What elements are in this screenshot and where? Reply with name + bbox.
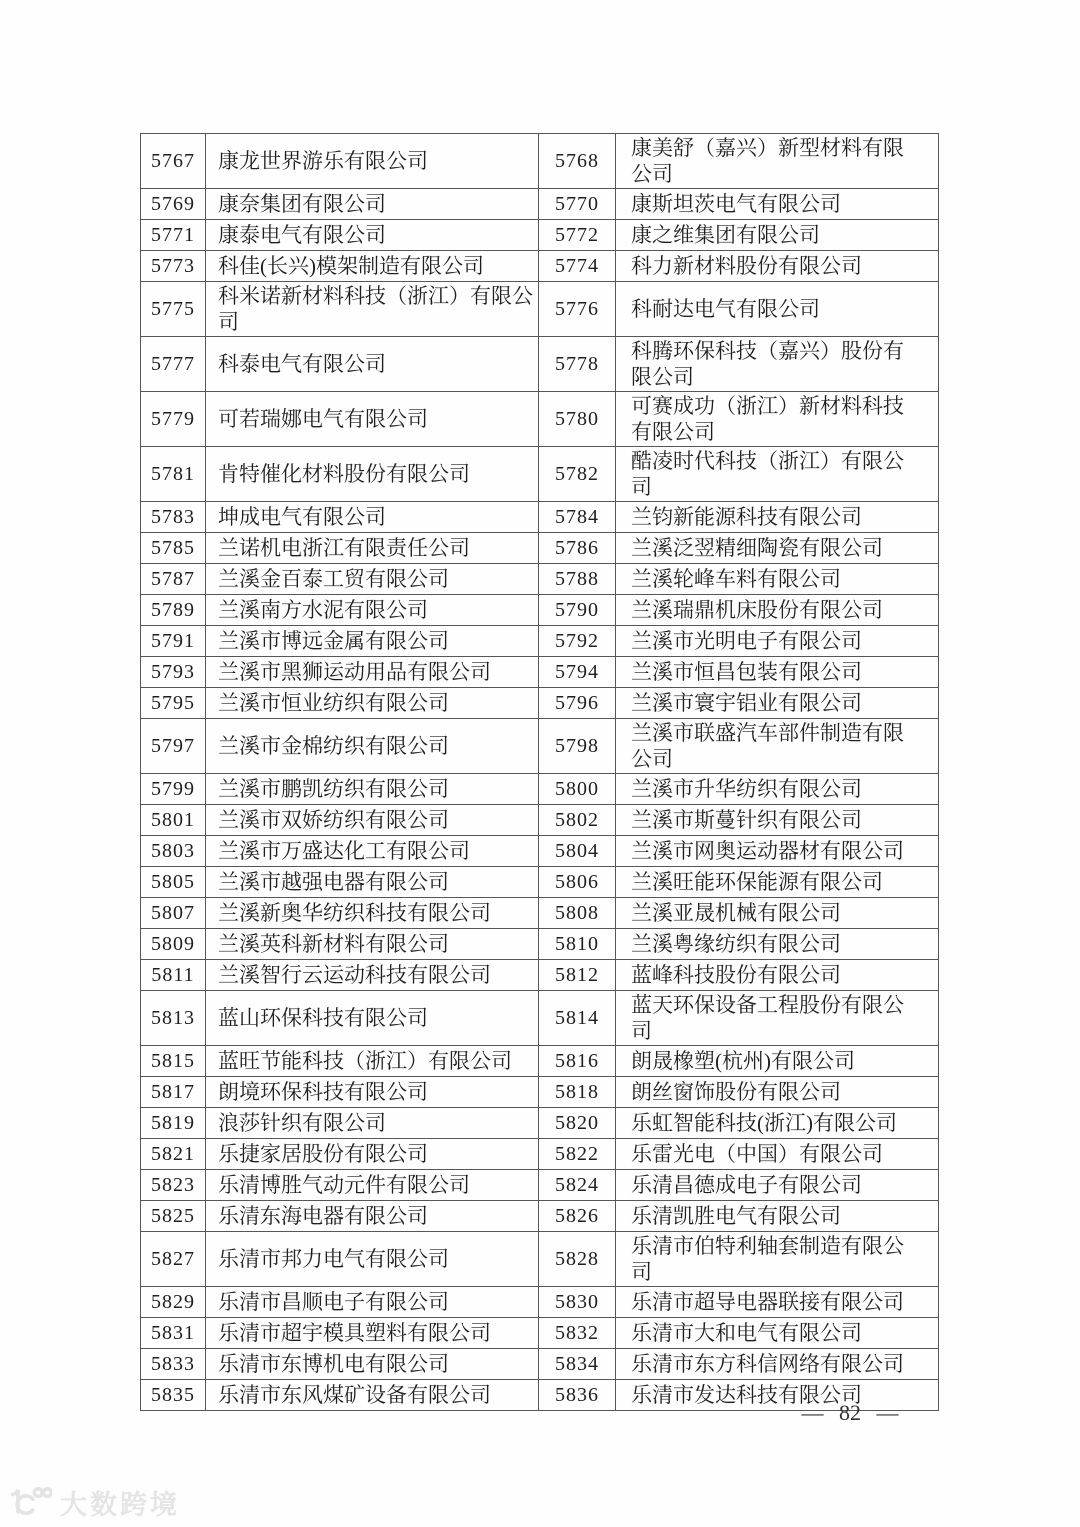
company-name-cell: 兰溪市恒业纺织有限公司 — [206, 688, 539, 719]
table-row — [141, 1287, 939, 1318]
serial-number-cell: 5830 — [539, 1287, 616, 1318]
serial-number-cell: 5784 — [539, 502, 616, 533]
page-number: — 82 — — [801, 1400, 899, 1425]
company-name-cell: 兰溪南方水泥有限公司 — [206, 595, 539, 626]
serial-number-cell: 5773 — [141, 251, 206, 282]
company-name-cell: 兰溪市博远金属有限公司 — [206, 626, 539, 657]
company-name-cell: 蓝旺节能科技（浙江）有限公司 — [206, 1046, 539, 1077]
serial-number-cell: 5827 — [141, 1232, 206, 1287]
company-name-cell: 康奈集团有限公司 — [206, 189, 539, 220]
company-name-cell: 可赛成功（浙江）新材料科技有限公司 — [616, 392, 939, 447]
serial-number-cell: 5788 — [539, 564, 616, 595]
company-name-cell: 兰溪市越强电器有限公司 — [206, 867, 539, 898]
company-name-cell: 乐清市发达科技有限公司 — [616, 1380, 939, 1411]
table-row — [141, 1077, 939, 1108]
serial-number-cell: 5801 — [141, 805, 206, 836]
company-name-cell: 兰溪市寰宇铝业有限公司 — [616, 688, 939, 719]
serial-number-cell: 5828 — [539, 1232, 616, 1287]
table-row — [141, 929, 939, 960]
serial-number-cell: 5817 — [141, 1077, 206, 1108]
company-name-cell: 科力新材料股份有限公司 — [616, 251, 939, 282]
table-row — [141, 447, 939, 502]
serial-number-cell: 5807 — [141, 898, 206, 929]
company-name-cell: 乐清市超导电器联接有限公司 — [616, 1287, 939, 1318]
serial-number-cell: 5802 — [539, 805, 616, 836]
dashu-kuajing-logo-icon — [8, 1482, 52, 1523]
company-name-cell: 科腾环保科技（嘉兴）股份有限公司 — [616, 337, 939, 392]
serial-number-cell: 5820 — [539, 1108, 616, 1139]
company-name-cell: 朗境环保科技有限公司 — [206, 1077, 539, 1108]
serial-number-cell: 5836 — [539, 1380, 616, 1411]
serial-number-cell: 5779 — [141, 392, 206, 447]
company-name-cell: 坤成电气有限公司 — [206, 502, 539, 533]
table-row — [141, 251, 939, 282]
serial-number-cell: 5809 — [141, 929, 206, 960]
company-name-cell: 科泰电气有限公司 — [206, 337, 539, 392]
company-name-cell: 康之维集团有限公司 — [616, 220, 939, 251]
serial-number-cell: 5834 — [539, 1349, 616, 1380]
table-row — [141, 1318, 939, 1349]
company-name-cell: 朗晟橡塑(杭州)有限公司 — [616, 1046, 939, 1077]
company-name-cell: 兰溪亚晟机械有限公司 — [616, 898, 939, 929]
serial-number-cell: 5798 — [539, 719, 616, 774]
serial-number-cell: 5787 — [141, 564, 206, 595]
company-name-cell: 乐清东海电器有限公司 — [206, 1201, 539, 1232]
serial-number-cell: 5782 — [539, 447, 616, 502]
serial-number-cell: 5792 — [539, 626, 616, 657]
serial-number-cell: 5775 — [141, 282, 206, 337]
company-name-cell: 康斯坦茨电气有限公司 — [616, 189, 939, 220]
serial-number-cell: 5804 — [539, 836, 616, 867]
company-name-cell: 兰溪市双娇纺织有限公司 — [206, 805, 539, 836]
company-name-cell: 兰钧新能源科技有限公司 — [616, 502, 939, 533]
company-list-table — [140, 133, 939, 1411]
table-row — [141, 1046, 939, 1077]
serial-number-cell: 5826 — [539, 1201, 616, 1232]
table-row — [141, 960, 939, 991]
table-row — [141, 1232, 939, 1287]
serial-number-cell: 5777 — [141, 337, 206, 392]
company-name-cell: 乐虹智能科技(浙江)有限公司 — [616, 1108, 939, 1139]
company-name-cell: 兰溪市万盛达化工有限公司 — [206, 836, 539, 867]
company-name-cell: 兰溪市金棉纺织有限公司 — [206, 719, 539, 774]
company-name-cell: 兰溪泛翌精细陶瓷有限公司 — [616, 533, 939, 564]
company-name-cell: 肯特催化材料股份有限公司 — [206, 447, 539, 502]
company-name-cell: 乐清市昌顺电子有限公司 — [206, 1287, 539, 1318]
serial-number-cell: 5795 — [141, 688, 206, 719]
serial-number-cell: 5790 — [539, 595, 616, 626]
table-row — [141, 533, 939, 564]
company-name-cell: 兰溪市黑狮运动用品有限公司 — [206, 657, 539, 688]
company-name-cell: 朗丝窗饰股份有限公司 — [616, 1077, 939, 1108]
table-row — [141, 502, 939, 533]
company-name-cell: 兰溪瑞鼎机床股份有限公司 — [616, 595, 939, 626]
serial-number-cell: 5769 — [141, 189, 206, 220]
company-name-cell: 乐清昌德成电子有限公司 — [616, 1170, 939, 1201]
serial-number-cell: 5819 — [141, 1108, 206, 1139]
company-name-cell: 乐雷光电（中国）有限公司 — [616, 1139, 939, 1170]
serial-number-cell: 5786 — [539, 533, 616, 564]
table-row — [141, 836, 939, 867]
table-row — [141, 1170, 939, 1201]
serial-number-cell: 5794 — [539, 657, 616, 688]
company-name-cell: 兰溪市光明电子有限公司 — [616, 626, 939, 657]
company-name-cell: 乐清市伯特利轴套制造有限公司 — [616, 1232, 939, 1287]
company-name-cell: 乐清市东博机电有限公司 — [206, 1349, 539, 1380]
serial-number-cell: 5797 — [141, 719, 206, 774]
company-name-cell: 兰溪新奥华纺织科技有限公司 — [206, 898, 539, 929]
company-name-cell: 乐清博胜气动元件有限公司 — [206, 1170, 539, 1201]
company-name-cell: 兰溪粤缘纺织有限公司 — [616, 929, 939, 960]
company-name-cell: 乐清市超宇模具塑料有限公司 — [206, 1318, 539, 1349]
company-name-cell: 乐清市东方科信网络有限公司 — [616, 1349, 939, 1380]
table-row — [141, 626, 939, 657]
serial-number-cell: 5791 — [141, 626, 206, 657]
table-row — [141, 1108, 939, 1139]
company-name-cell: 乐捷家居股份有限公司 — [206, 1139, 539, 1170]
serial-number-cell: 5768 — [539, 134, 616, 189]
company-name-cell: 科耐达电气有限公司 — [616, 282, 939, 337]
company-name-cell: 酷凌时代科技（浙江）有限公司 — [616, 447, 939, 502]
company-name-cell: 兰溪英科新材料有限公司 — [206, 929, 539, 960]
company-name-cell: 科佳(长兴)模架制造有限公司 — [206, 251, 539, 282]
serial-number-cell: 5780 — [539, 392, 616, 447]
serial-number-cell: 5783 — [141, 502, 206, 533]
serial-number-cell: 5800 — [539, 774, 616, 805]
serial-number-cell: 5799 — [141, 774, 206, 805]
serial-number-cell: 5821 — [141, 1139, 206, 1170]
company-name-cell: 乐清市东风煤矿设备有限公司 — [206, 1380, 539, 1411]
company-name-cell: 科米诺新材料科技（浙江）有限公司 — [206, 282, 539, 337]
serial-number-cell: 5835 — [141, 1380, 206, 1411]
serial-number-cell: 5778 — [539, 337, 616, 392]
table-row — [141, 282, 939, 337]
serial-number-cell: 5785 — [141, 533, 206, 564]
serial-number-cell: 5770 — [539, 189, 616, 220]
serial-number-cell: 5814 — [539, 991, 616, 1046]
company-name-cell: 康龙世界游乐有限公司 — [206, 134, 539, 189]
table-row — [141, 657, 939, 688]
company-name-cell: 康美舒（嘉兴）新型材料有限公司 — [616, 134, 939, 189]
company-name-cell: 兰溪市网奥运动器材有限公司 — [616, 836, 939, 867]
serial-number-cell: 5822 — [539, 1139, 616, 1170]
watermark — [8, 1482, 180, 1523]
serial-number-cell: 5803 — [141, 836, 206, 867]
company-name-cell: 乐清凯胜电气有限公司 — [616, 1201, 939, 1232]
table-row — [141, 898, 939, 929]
serial-number-cell: 5823 — [141, 1170, 206, 1201]
serial-number-cell: 5824 — [539, 1170, 616, 1201]
company-name-cell: 兰溪智行云运动科技有限公司 — [206, 960, 539, 991]
serial-number-cell: 5771 — [141, 220, 206, 251]
company-name-cell: 兰诺机电浙江有限责任公司 — [206, 533, 539, 564]
serial-number-cell: 5829 — [141, 1287, 206, 1318]
serial-number-cell: 5811 — [141, 960, 206, 991]
company-name-cell: 兰溪轮峰车料有限公司 — [616, 564, 939, 595]
table-row — [141, 595, 939, 626]
company-name-cell: 康泰电气有限公司 — [206, 220, 539, 251]
table-row — [141, 134, 939, 189]
serial-number-cell: 5815 — [141, 1046, 206, 1077]
company-name-cell: 兰溪市升华纺织有限公司 — [616, 774, 939, 805]
serial-number-cell: 5818 — [539, 1077, 616, 1108]
serial-number-cell: 5833 — [141, 1349, 206, 1380]
table-row — [141, 1139, 939, 1170]
company-name-cell: 兰溪金百泰工贸有限公司 — [206, 564, 539, 595]
serial-number-cell: 5810 — [539, 929, 616, 960]
serial-number-cell: 5781 — [141, 447, 206, 502]
serial-number-cell: 5816 — [539, 1046, 616, 1077]
table-row — [141, 774, 939, 805]
company-name-cell: 乐清市邦力电气有限公司 — [206, 1232, 539, 1287]
serial-number-cell: 5805 — [141, 867, 206, 898]
serial-number-cell: 5813 — [141, 991, 206, 1046]
company-name-cell: 蓝峰科技股份有限公司 — [616, 960, 939, 991]
company-name-cell: 浪莎针织有限公司 — [206, 1108, 539, 1139]
serial-number-cell: 5789 — [141, 595, 206, 626]
table-row — [141, 719, 939, 774]
table-row — [141, 337, 939, 392]
table-row — [141, 220, 939, 251]
company-name-cell: 蓝山环保科技有限公司 — [206, 991, 539, 1046]
serial-number-cell: 5776 — [539, 282, 616, 337]
serial-number-cell: 5808 — [539, 898, 616, 929]
table-row — [141, 805, 939, 836]
table-row — [141, 688, 939, 719]
watermark-brand-text: 大数跨境 — [60, 1490, 180, 1520]
serial-number-cell: 5825 — [141, 1201, 206, 1232]
company-name-cell: 兰溪市恒昌包装有限公司 — [616, 657, 939, 688]
table-row — [141, 991, 939, 1046]
company-name-cell: 兰溪旺能环保能源有限公司 — [616, 867, 939, 898]
table-row — [141, 1201, 939, 1232]
serial-number-cell: 5806 — [539, 867, 616, 898]
table-row — [141, 564, 939, 595]
company-name-cell: 兰溪市联盛汽车部件制造有限公司 — [616, 719, 939, 774]
table-row — [141, 392, 939, 447]
serial-number-cell: 5772 — [539, 220, 616, 251]
company-name-cell: 蓝天环保设备工程股份有限公司 — [616, 991, 939, 1046]
serial-number-cell: 5774 — [539, 251, 616, 282]
table-row — [141, 189, 939, 220]
serial-number-cell: 5812 — [539, 960, 616, 991]
serial-number-cell: 5793 — [141, 657, 206, 688]
company-name-cell: 乐清市大和电气有限公司 — [616, 1318, 939, 1349]
table-row — [141, 867, 939, 898]
serial-number-cell: 5831 — [141, 1318, 206, 1349]
company-name-cell: 兰溪市斯蔓针织有限公司 — [616, 805, 939, 836]
serial-number-cell: 5832 — [539, 1318, 616, 1349]
company-name-cell: 兰溪市鹏凯纺织有限公司 — [206, 774, 539, 805]
serial-number-cell: 5796 — [539, 688, 616, 719]
table-row — [141, 1349, 939, 1380]
serial-number-cell: 5767 — [141, 134, 206, 189]
company-name-cell: 可若瑞娜电气有限公司 — [206, 392, 539, 447]
